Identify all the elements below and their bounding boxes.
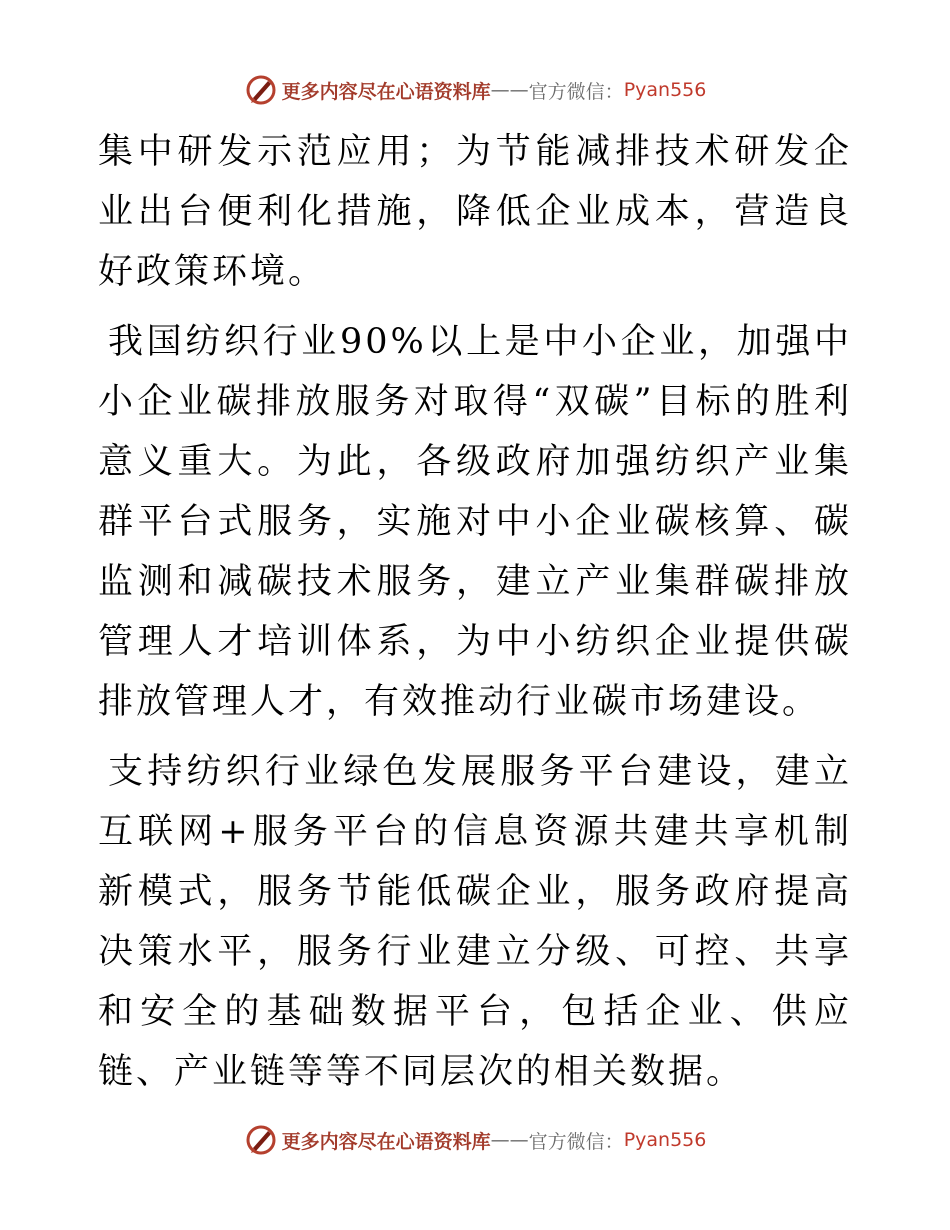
banner-label: 官方微信： — [528, 80, 624, 103]
footer-banner — [0, 1120, 950, 1160]
banner-main-text: 更多内容尽在心语资料库 — [281, 80, 491, 103]
banner-dash: —— — [490, 79, 529, 101]
paragraph-2: 我国纺织行业90%以上是中小企业，加强中小企业碳排放服务对取得“双碳”目标的胜利意义重大。为此，各级政府加强纺织产业集群平台式服务，实施对中小企业碳核算、碳监测和减碳技术服务，建立产业集群碳排放管理人才培训体系，为中小纺织企业提供碳排放管理人才，有效推动行业碳市场建设。 — [98, 322, 852, 722]
header-banner — [0, 70, 950, 110]
pen-logo-icon — [244, 1123, 278, 1157]
paragraph-1: 集中研发示范应用；为节能减排技术研发企业出台便利化措施，降低企业成本，营造良好政策环境。 — [98, 132, 852, 292]
banner-label: 官方微信： — [528, 1130, 624, 1153]
pen-logo-icon — [244, 73, 278, 107]
banner-wechat-id: Pyan556 — [623, 79, 707, 101]
banner-dash: —— — [490, 1129, 529, 1151]
document-body — [98, 122, 852, 1112]
paragraph-3: 支持纺织行业绿色发展服务平台建设，建立互联网+服务平台的信息资源共建共享机制新模式，服务节能低碳企业，服务政府提高决策水平，服务行业建立分级、可控、共享和安全的基础数据平台，包括企业、供应链、产业链等等不同层次的相关数据。 — [98, 752, 852, 1092]
banner-main-text: 更多内容尽在心语资料库 — [281, 1130, 491, 1153]
banner-wechat-id: Pyan556 — [623, 1129, 707, 1151]
